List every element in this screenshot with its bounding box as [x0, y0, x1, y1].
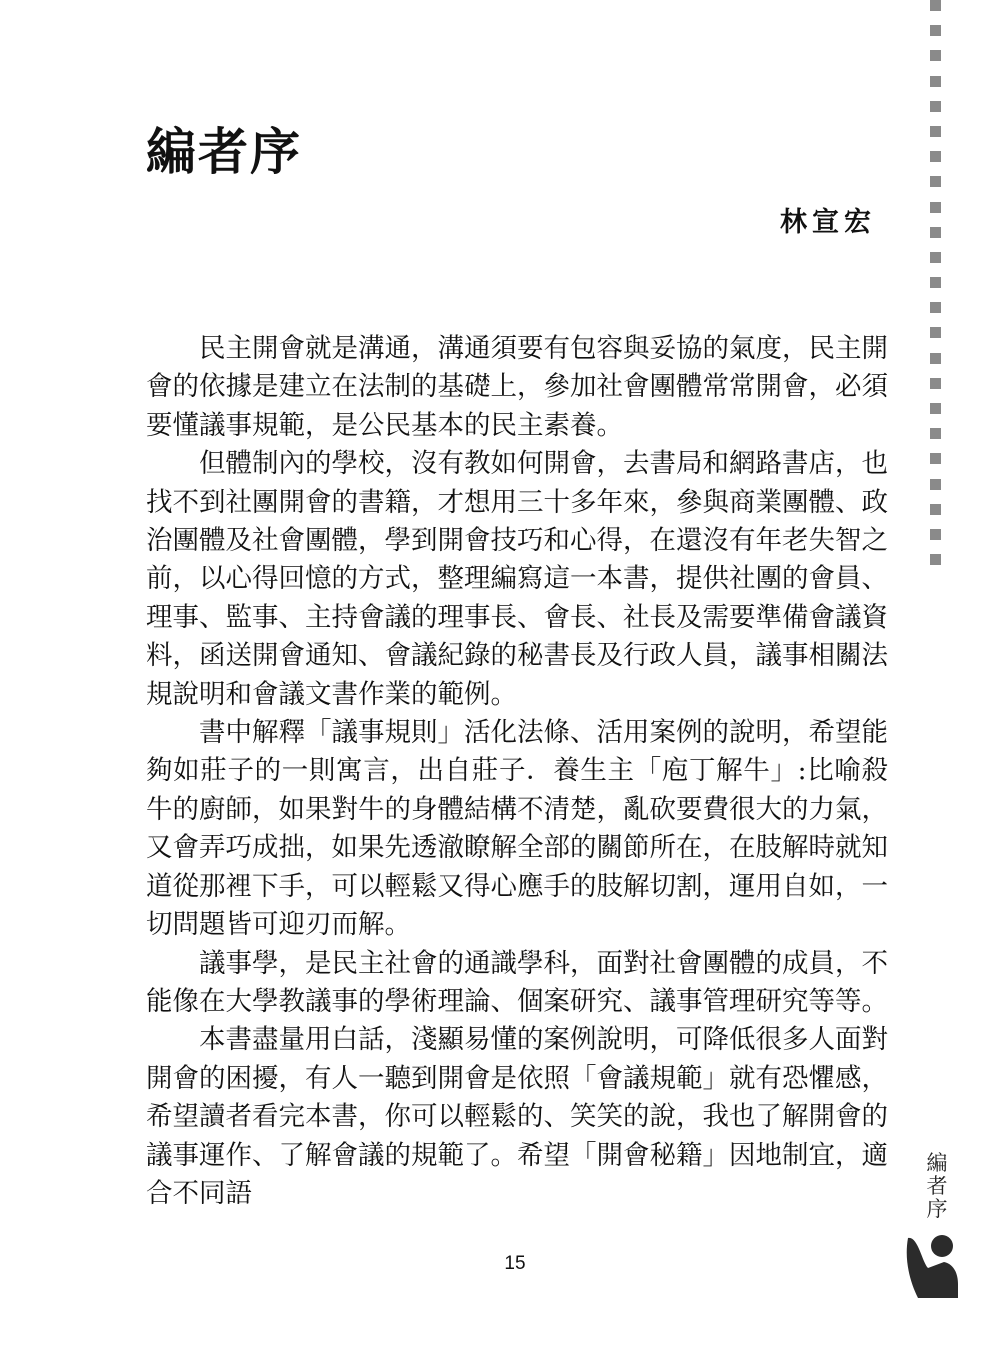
side-square — [930, 428, 941, 439]
side-square — [930, 202, 941, 213]
side-square — [930, 302, 941, 313]
side-tab-label — [924, 1152, 950, 1221]
side-square — [930, 50, 941, 61]
side-square — [930, 101, 941, 112]
side-square — [930, 0, 941, 11]
side-square — [930, 76, 941, 87]
side-square — [930, 25, 941, 36]
side-square — [930, 353, 941, 364]
side-square — [930, 554, 941, 565]
paragraph: 書中解釋「議事規則」活化法條、活用案例的說明，希望能夠如莊子的一則寓言，出自莊子．養生主「庖丁解牛」:比喻殺牛的廚師，如果對牛的身體結構不清楚，亂砍要費很大的力氣，又會弄巧成拙，如果先透澈瞭解全部的關節所在，在肢解時就知道從那裡下手，可以輕鬆又得心應手的肢解切割，運用自如，一切問題皆可迎刃而解。 — [146, 717, 888, 941]
side-square — [930, 126, 941, 137]
side-square — [930, 151, 941, 162]
paragraph: 民主開會就是溝通，溝通須要有包容與妥協的氣度，民主開會的依據是建立在法制的基礎上，參加社會團體常常開會，必須要懂議事規範，是公民基本的民主素養。 — [146, 333, 888, 441]
side-square — [930, 327, 941, 338]
paragraph: 本書盡量用白話，淺顯易懂的案例說明，可降低很多人面對開會的困擾，有人一聽到開會是依照「會議規範」就有恐懼感，希望讀者看完本書，你可以輕鬆的、笑笑的說，我也了解開會的議事運作、了解會議的規範了。希望「開會秘籍」因地制宜，適合不同語 — [146, 1024, 888, 1209]
side-square — [930, 227, 941, 238]
page-title: 編者序 — [146, 122, 302, 181]
side-tab-char: 者 — [926, 1174, 948, 1198]
paragraph: 議事學，是民主社會的通識學科，面對社會團體的成員，不能像在大學教議事的學術理論、個案研究、議事管理研究等等。 — [146, 947, 888, 1017]
side-square — [930, 277, 941, 288]
side-square — [930, 378, 941, 389]
side-square — [930, 479, 941, 490]
paragraph: 但體制內的學校，沒有教如何開會，去書局和網路書店，也找不到社團開會的書籍，才想用三十多年來，參與商業團體、政治團體及社會團體，學到開會技巧和心得，在還沒有年老失智之前，以心得回憶的方式，整理編寫這一本書，提供社團的會員、理事、監事、主持會議的理事長、會長、社長及需要準備會議資料，函送開會通知、會議紀錄的秘書長及行政人員，議事相關法規說明和會議文書作業的範例。 — [146, 448, 888, 710]
side-tab-char: 編 — [926, 1151, 948, 1175]
side-square — [930, 176, 941, 187]
side-square — [930, 529, 941, 540]
person-raising-hand-icon — [900, 1232, 964, 1306]
body-text — [146, 330, 888, 1213]
side-square — [930, 504, 941, 515]
side-tab-char: 序 — [926, 1197, 948, 1221]
side-square — [930, 252, 941, 263]
side-square — [930, 403, 941, 414]
side-decoration — [930, 0, 942, 565]
page-number: 15 — [504, 1253, 526, 1274]
author-name: 林宣宏 — [780, 207, 876, 238]
side-square — [930, 453, 941, 464]
